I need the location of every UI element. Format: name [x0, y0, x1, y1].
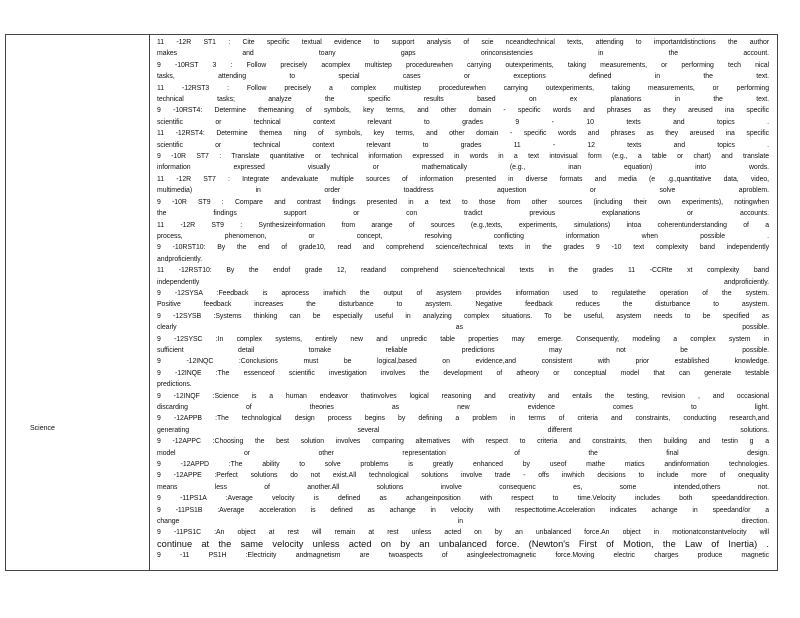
standard-line: 9 -12APPB :The technological design process begins by defining a problem in terms of criteria and constraints, conducting research,and [157, 415, 769, 423]
standard-line: makes and toany gaps orinconsistencies in the account. [157, 50, 769, 58]
standard-line: 9 -10R ST9 : Compare and contrast findings presented in a text to those from other sources (including their own experiments), notingwhen [157, 198, 769, 206]
standard-line: 9 -12SYSC :In complex systems, entirely new and unpredic table properties may emerge. Consequently, modeling a complex system in [157, 335, 769, 343]
standard-line: means less of another.All solutions involve consequenc es, some intended,others not. [157, 483, 769, 491]
standard-line: continue at the same velocity unless acted on by an unbalanced force. (Newton's First of Motion, the Law of Inertia) . [157, 538, 769, 549]
standard-line: information expressed visually or mathematically (e.g., inan equation) into words. [157, 164, 769, 172]
standard-line: 9 -12APPD :The ability to solve problems is greatly enhanced by useof mathe matics andinformation technologies. [157, 461, 769, 469]
standard-line: 9 -10RST 3 : Follow precisely acomplex multistep procedurewhen carrying outexperiments, taking measurements, or performing tech nical [157, 61, 769, 69]
standard-line: 9 -10R ST7 : Translate quantitative or technical information expressed in words in a text intovisual form (e.g., a table or chart) and translate [157, 153, 769, 161]
standard-line: 9 -11PS1B :Average acceleration is defined as achange in velocity with respecttotime.Acceleration indicates achange in speedand/or a [157, 506, 769, 514]
standard-line: scientific or technical context relevant to grades 11 - 12 texts and topics . [157, 141, 769, 149]
column-divider [149, 35, 150, 570]
standard-line: clearly as possible. [157, 324, 769, 332]
standard-line: 9 -11 PS1H :Electricity andmagnetism are twoaspects of asingleelectromagnetic force.Moving electric charges produce magnetic [157, 552, 769, 560]
standard-line: discarding of theories as new evidence comes to light. [157, 404, 769, 411]
standard-line: Positive feedback increases the disturbance to asystem. Negative feedback reduces the disturbance to asystem. [157, 301, 769, 309]
standard-line: 11 -12RST3 : Follow precisely a complex multistep procedurewhen carrying outexperiments, taking measurements, or performing [157, 84, 769, 92]
standard-line: 9 -11PS1A :Average velocity is defined as achangeinposition with respect to time.Velocity includes both speedanddirection. [157, 495, 769, 503]
standard-line: sufficient detail tomake reliable predictions may not be possible. [157, 346, 769, 354]
standard-line: scientific or technical context relevant to grades 9 - 10 texts and topics . [157, 118, 769, 126]
standard-line: 9 -12SYSB :Systems thinking can be especially useful in analyzing complex situations. To be useful, asystem needs to be specified as [157, 312, 769, 320]
standard-line: 9 -11PS1C :An object at rest will remain at rest unless acted on by an unbalanced force.An object in motionatconstantvelocity will [157, 529, 769, 537]
standard-line: 9 -12INQF :Science is a human endeavor thatinvolves logical reasoning and creativity and entails the testing, revision , and occasional [157, 392, 769, 400]
standard-line: 11 -12RST10: By the endof grade 12, readand comprehend science/technical texts in the grades 11 -CCRte xt complexity band [157, 267, 769, 275]
standard-line: generating several different solutions. [157, 426, 769, 434]
standard-line: andproficiently. [157, 255, 203, 263]
standard-line: 9 -10RST4: Determine themeaning of symbols, key terms, and other domain - specific words and phrases as they areused ina specific [157, 107, 769, 115]
standard-line: process, phenomenon, or concept, resolving conflicting information when possible . [157, 232, 769, 240]
standard-line: 11 -12RST4: Determine themea ning of symbols, key terms, and other domain - specific words and phrases as they areused ina specific [157, 130, 769, 138]
standard-line: 9 -12INQE :The essenceof scientific investigation involves the development of atheory or conceptual model that can generate testable [157, 369, 769, 377]
standard-line: 9 -12APPC :Choosing the best solution involves comparing alternatives with respect to criteria and constraints, then building and testin g a [157, 438, 769, 446]
standard-line: 11 -12R ST9 : Synthesizeinformation from arange of sources (e.g.,texts, experiments, simulations) intoa coherentunderstanding of a [157, 221, 769, 229]
standard-line: independently andproficiently. [157, 278, 769, 286]
standard-line: 9 -12INQC :Conclusions must be logical,based on evidence,and consistent with prior established knowledge. [157, 358, 769, 366]
subject-label: Science [30, 425, 55, 432]
standard-line: model or other representation of the final design. [157, 449, 769, 457]
standards-column [157, 37, 769, 570]
standard-line: 11 -12R ST7 : Integrate andevaluate multiple sources of information presented in diverse formats and media (e .g.,quantitative data, video, [157, 175, 769, 183]
standards-table [5, 34, 778, 571]
standard-line: multimedia) in order toaddress aquestion or solve aproblem. [157, 187, 769, 195]
standard-line: 9 -12SYSA :Feedback is aprocess inwhich the output of asystem provides information used to regulatethe operation of the system. [157, 289, 769, 297]
standard-line: 11 -12R ST1 : Cite specific textual evidence to support analysis of scie nceandtechnical texts, attending to importantdistinctions the author [157, 39, 769, 46]
standard-line: change in direction. [157, 518, 769, 526]
standard-line: predictions. [157, 381, 192, 389]
standard-line: technical tasks; analyze the specific results based on ex planations in the text. [157, 96, 769, 104]
standard-line: 9 -12APPE :Perfect solutions do not exist.All technological solutions involve trade - offs inwhich decisions to include more of onequality [157, 472, 769, 480]
standard-line: 9 -10RST10: By the end of grade10, read and comprehend science/technical texts in the grades 9 -10 text complexity band independently [157, 244, 769, 252]
standard-line: tasks, attending to special cases or exceptions defined in the text. [157, 73, 769, 81]
standard-line: the findings support or con tradict previous explanations or accounts. [157, 210, 769, 218]
